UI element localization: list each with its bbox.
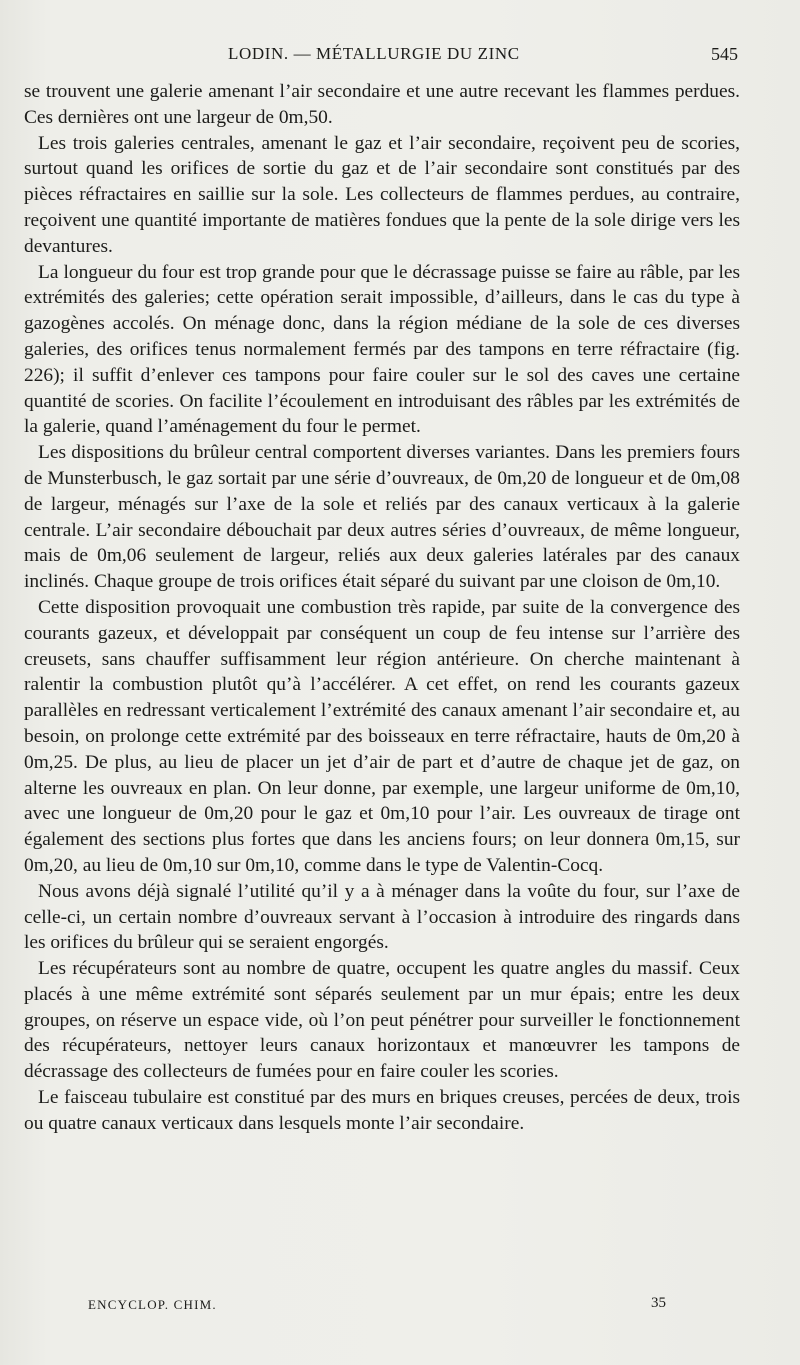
- paragraph-6: Nous avons déjà signalé l’utilité qu’il y a à ménager dans la voûte du four, sur l’axe de celle-ci, un certain nombre d’ouvreaux servant à l’occasion à introduire des ringards dans les orifices du brûleur qui se seraient engorgés.: [24, 880, 740, 954]
- paragraph-8: Le faisceau tubulaire est constitué par des murs en briques creuses, percées de deux, trois ou quatre canaux verticaux dans lesquels monte l’air secondaire.: [24, 1087, 740, 1134]
- page-footer: [0, 1295, 800, 1321]
- paragraph-2: Les trois galeries centrales, amenant le gaz et l’air secondaire, reçoivent peu de scories, surtout quand les orifices de sortie du gaz et de l’air secondaire sont constitués par des pièces réfractaires en saillie sur la sole. Les collecteurs de flammes perdues, au contraire, reçoivent une quantité importante de matières fondues que la pente de la sole dirige vers les devantures.: [24, 132, 740, 257]
- paragraph-1: se trouvent une galerie amenant l’air secondaire et une autre recevant les flammes perdues. Ces dernières ont une largeur de 0m,50.: [24, 81, 740, 128]
- paragraph-5: Cette disposition provoquait une combustion très rapide, par suite de la convergence des courants gazeux, et développait par conséquent un coup de feu intense sur l’arrière des creusets, sans chauffer suffisamment leur région antérieure. On cherche maintenant à ralentir la combustion plutôt qu’à l’accélérer. A cet effet, on rend les courants gazeux parallèles en redressant verticalement l’extrémité des canaux amenant l’air secondaire et, au besoin, on prolonge cette extrémité par des boisseaux en terre réfractaire, hauts de 0m,20 à 0m,25. De plus, au lieu de placer un jet d’air de part et d’autre de chaque jet de gaz, on alterne les ouvreaux en plan. On leur donne, par exemple, une largeur uniforme de 0m,10, avec une longueur de 0m,20 pour le gaz et 0m,10 pour l’air. Les ouvreaux de tirage ont également des sections plus fortes que dans les anciens fours; on leur donnera 0m,15, sur 0m,20, au lieu de 0m,10 sur 0m,10, comme dans le type de Valentin-Cocq.: [24, 596, 740, 876]
- paragraph-4: Les dispositions du brûleur central comportent diverses variantes. Dans les premiers fours de Munsterbusch, le gaz sortait par une série d’ouvreaux, de 0m,20 de longueur et de 0m,08 de largeur, ménagés sur l’axe de la sole et reliés par des canaux verticaux à la galerie centrale. L’air secondaire débouchait par deux autres séries d’ouvreaux, de même longueur, mais de 0m,06 seulement de largeur, reliés aux deux galeries latérales par des canaux inclinés. Chaque groupe de trois orifices était séparé du suivant par une cloison de 0m,10.: [24, 442, 740, 593]
- paragraph-7: Les récupérateurs sont au nombre de quatre, occupent les quatre angles du massif. Ceux placés à une même extrémité sont séparés seulement par un mur épais; entre les deux groupes, on réserve un espace vide, où l’on peut pénétrer pour surveiller le fonctionnement des récupérateurs, nettoyer leurs canaux horizontaux et manœuvrer les tampons de décrassage des collecteurs de fumées pour en faire couler les scories.: [24, 958, 740, 1083]
- page-number: 545: [711, 44, 738, 64]
- signature-folio: 35: [651, 1295, 666, 1311]
- body-text: [24, 79, 740, 1137]
- running-head: LODIN. — MÉTALLURGIE DU ZINC: [228, 44, 520, 63]
- printer-signature: ENCYCLOP. CHIM.: [88, 1297, 217, 1312]
- paragraph-3: La longueur du four est trop grande pour que le décrassage puisse se faire au râble, par les extrémités des galeries; cette opération serait impossible, d’ailleurs, dans le cas du type à gazogènes accolés. On ménage donc, dans la région médiane de la sole de ces diverses galeries, des orifices tenus normalement fermés par des tampons en terre réfractaire (fig. 226); il suffit d’enlever ces tampons pour faire couler sur le sol des caves une certaine quantité de scories. On facilite l’écoulement en introduisant des râbles par les extrémités de la galerie, quand l’aménagement du four le permet.: [24, 261, 740, 438]
- page-header: [0, 40, 800, 68]
